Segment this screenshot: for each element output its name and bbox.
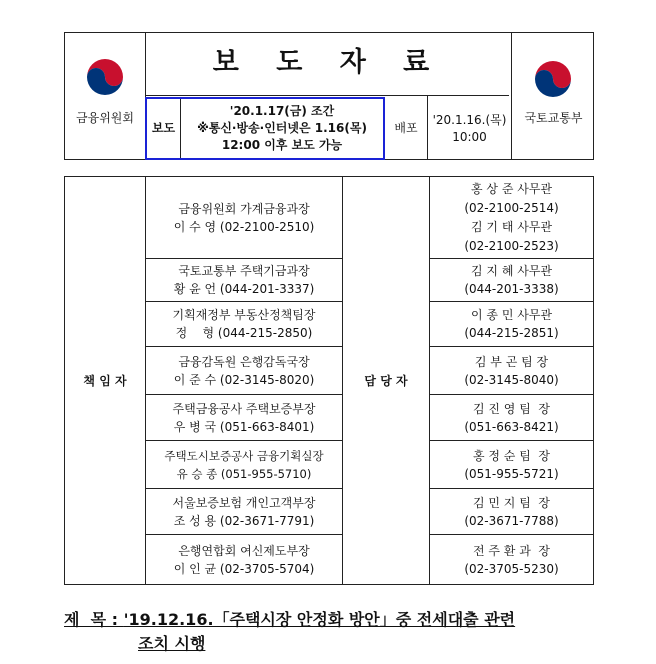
staff-person: 김 부 곤 팀 장 [474, 354, 549, 369]
staff-person: 김 진 영 팀 장 [472, 401, 551, 416]
staff-person: 홍 상 준 사무관 [471, 181, 552, 196]
government-emblem-icon [533, 59, 573, 99]
staff-phone: (02-2100-2514) [464, 200, 559, 215]
subject-prefix: 제 목 : [64, 610, 124, 629]
distribution-time [428, 97, 511, 160]
staff-cell [430, 177, 593, 258]
staff-person: 김 민 지 팀 장 [472, 495, 551, 510]
subject-line: '19.12.16.「주택시장 안정화 방안」중 전세대출 관련 [123, 610, 516, 629]
responsible-org: 주택금융공사 주택보증부장 [172, 401, 316, 416]
responsible-person: 우 병 국 (051-663-8401) [173, 419, 315, 434]
staff-cell [430, 259, 593, 301]
responsible-person: 조 성 용 (02-3671-7791) [173, 513, 315, 528]
responsible-org: 국토교통부 주택기금과장 [178, 264, 310, 278]
responsible-org: 금융감독원 은행감독국장 [178, 354, 310, 369]
responsible-cell [146, 177, 342, 258]
responsible-org: 서울보증보험 개인고객부장 [172, 495, 316, 510]
responsible-cell [146, 395, 342, 440]
staff-phone: (051-663-8421) [464, 419, 559, 434]
responsible-cell [146, 259, 342, 301]
release-line: ※통신·방송·인터넷은 1.16(목) [197, 121, 367, 135]
staff-person: 이 종 민 사무관 [471, 308, 552, 322]
responsible-cell [146, 441, 342, 488]
staff-person: 김 지 혜 사무관 [471, 264, 552, 278]
left-ministry-name: 금융위원회 [76, 111, 134, 125]
responsible-person: 유 승 종 (051-955-5710) [176, 466, 312, 481]
responsible-cell [146, 302, 342, 346]
responsible-label: 책 임 자 [83, 373, 127, 388]
staff-cell [430, 395, 593, 440]
staff-cell [430, 302, 593, 346]
staff-phone: (02-2100-2523) [464, 238, 559, 253]
distribution-line: '20.1.16.(목) [432, 112, 507, 127]
staff-person: 홍 정 순 팀 장 [472, 448, 551, 463]
distribution-label: 배포 [394, 121, 418, 135]
responsible-cell [146, 347, 342, 394]
responsible-org: 기획재정부 부동산정책팀장 [172, 308, 316, 322]
staff-phone: (051-955-5721) [464, 466, 559, 481]
release-box [145, 97, 385, 160]
responsible-cell [146, 535, 342, 584]
responsible-org: 은행연합회 여신제도부장 [178, 543, 310, 558]
staff-cell [430, 441, 593, 488]
contacts-table [64, 176, 594, 585]
subject [64, 608, 604, 656]
release-line: '20.1.17(금) 조간 [229, 104, 335, 118]
government-emblem-icon [85, 57, 125, 97]
staff-cell [430, 347, 593, 394]
subject-line: 조치 시행 [138, 634, 206, 653]
staff-person: 전 주 환 과 장 [472, 543, 551, 558]
responsible-person: 황 윤 언 (044-201-3337) [173, 282, 315, 296]
release-label: 보도 [151, 121, 176, 135]
staff-phone: (044-201-3338) [464, 282, 559, 296]
responsible-org: 주택도시보증공사 금융기획실장 [164, 448, 324, 463]
staff-phone: (02-3145-8040) [464, 372, 559, 387]
release-schedule [181, 99, 383, 158]
page-title: 보 도 자 료 [212, 47, 444, 78]
responsible-person: 정 형 (044-215-2850) [175, 326, 313, 340]
staff-cell [430, 489, 593, 534]
distribution-line: 10:00 [452, 129, 487, 144]
staff-label: 담 당 자 [364, 373, 408, 388]
responsible-person: 이 준 수 (02-3145-8020) [173, 372, 315, 387]
press-release-header [64, 32, 594, 160]
right-ministry-name: 국토교통부 [524, 111, 583, 125]
responsible-person: 이 수 영 (02-2100-2510) [173, 219, 315, 234]
staff-phone: (02-3705-5230) [464, 561, 559, 576]
responsible-cell [146, 489, 342, 534]
responsible-org: 금융위원회 가계금융과장 [178, 201, 310, 216]
responsible-person: 이 인 균 (02-3705-5704) [173, 561, 315, 576]
staff-cell [430, 535, 593, 584]
staff-person: 김 기 태 사무관 [471, 219, 552, 234]
release-line: 12:00 이후 보도 가능 [221, 138, 343, 152]
staff-phone: (044-215-2851) [464, 326, 559, 340]
staff-phone: (02-3671-7788) [464, 513, 559, 528]
